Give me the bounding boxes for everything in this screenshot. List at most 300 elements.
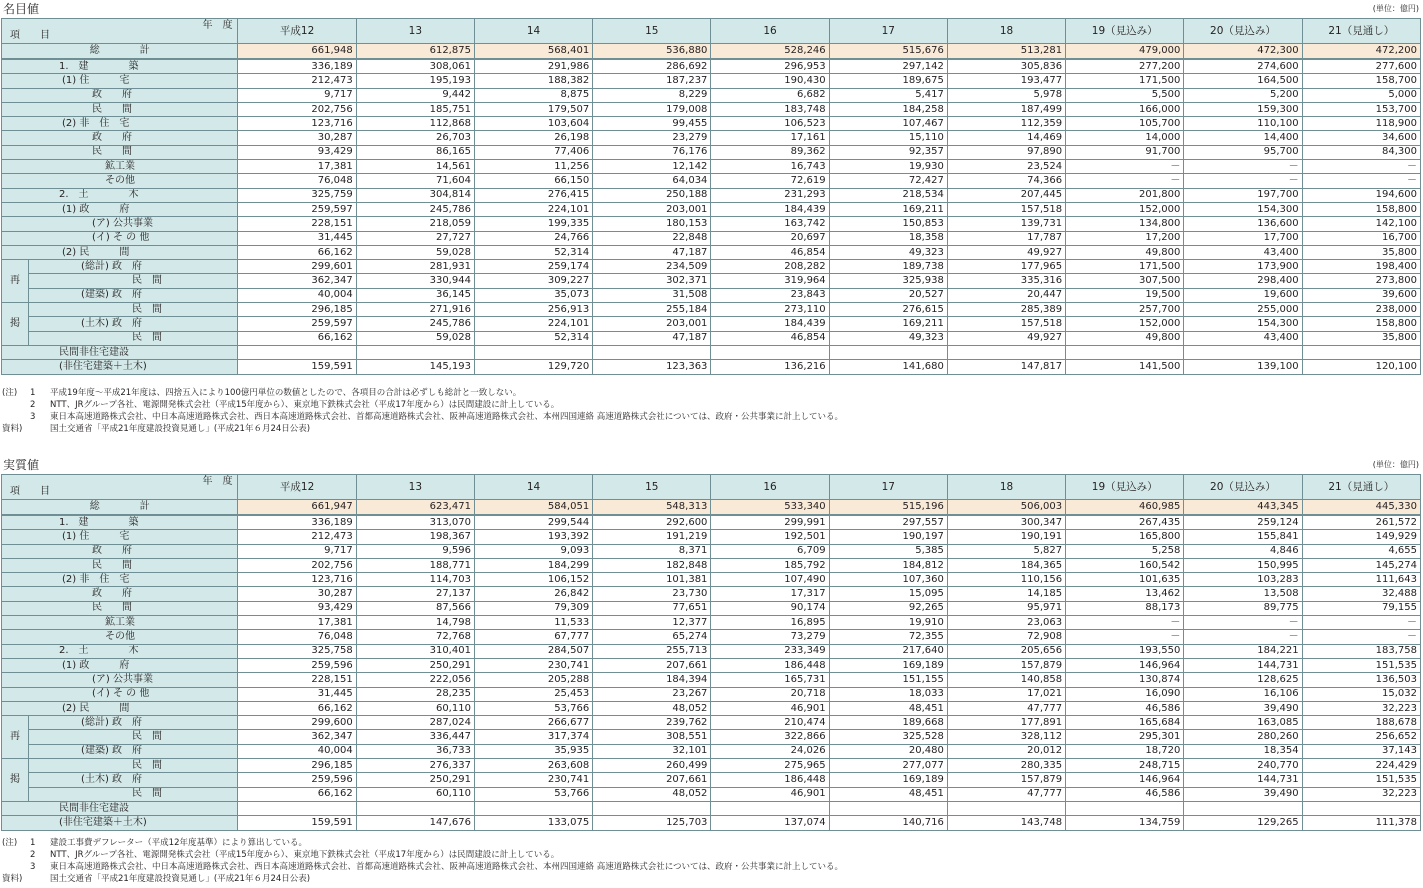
cell-value: 129,265	[1184, 816, 1302, 830]
cell-value: 14,000	[1066, 131, 1184, 145]
cell-value: 224,429	[1302, 759, 1420, 773]
table-row	[2, 644, 1421, 658]
header-row	[2, 19, 1421, 44]
cell-value: 47,777	[947, 787, 1065, 801]
cell-value: 187,499	[947, 102, 1065, 116]
cell-value: 158,700	[1302, 74, 1420, 88]
cell-value: 17,381	[238, 160, 356, 174]
table-row	[2, 131, 1421, 145]
table-row	[2, 117, 1421, 131]
cell-value: 93,429	[238, 145, 356, 159]
cell-value: 184,812	[829, 558, 947, 572]
cell-value: 20,447	[947, 288, 1065, 302]
note-prefix: 資料)	[2, 424, 23, 434]
year-header: 21（見通し）	[1302, 475, 1420, 500]
cell-value: 46,901	[711, 701, 829, 715]
cell-value: 11,533	[474, 616, 592, 630]
cell-value: 228,151	[238, 673, 356, 687]
table-row	[2, 558, 1421, 572]
notes	[2, 387, 843, 435]
year-header: 21（見通し）	[1302, 19, 1420, 44]
table-row	[2, 231, 1421, 245]
cell-value: 59,028	[356, 245, 474, 259]
cell-value: 52,314	[474, 245, 592, 259]
year-header: 18	[947, 19, 1065, 44]
cell-value	[1066, 801, 1184, 815]
row-label: (2) 民 間	[2, 245, 238, 259]
cell-value: 5,978	[947, 88, 1065, 102]
cell-value: 17,317	[711, 587, 829, 601]
cell-value: 53,766	[474, 701, 592, 715]
cell-value	[1302, 345, 1420, 359]
cell-value: 23,267	[593, 687, 711, 701]
cell-value: 22,848	[593, 231, 711, 245]
cell-value: 5,258	[1066, 544, 1184, 558]
cell-value: 184,365	[947, 558, 1065, 572]
cell-value: 612,875	[356, 44, 474, 60]
cell-value: 305,836	[947, 59, 1065, 74]
cell-value: 267,435	[1066, 515, 1184, 530]
cell-value: 183,748	[711, 102, 829, 116]
cell-value: 16,090	[1066, 687, 1184, 701]
cell-value: 515,196	[829, 500, 947, 516]
cell-value: －	[1302, 160, 1420, 174]
cell-value: 212,473	[238, 530, 356, 544]
cell-value: 506,003	[947, 500, 1065, 516]
cell-value: 103,283	[1184, 573, 1302, 587]
cell-value: 180,153	[593, 217, 711, 231]
row-label: 1. 建 築	[2, 59, 238, 74]
row-label: 民 間	[2, 145, 238, 159]
cell-value: 46,854	[711, 331, 829, 345]
row-label: その他	[2, 630, 238, 644]
row-label: (イ) そ の 他	[2, 687, 238, 701]
cell-value: 198,400	[1302, 260, 1420, 274]
cell-value: 336,189	[238, 515, 356, 530]
cell-value: －	[1066, 616, 1184, 630]
cell-value: 5,200	[1184, 88, 1302, 102]
cell-value: 189,675	[829, 74, 947, 88]
note-prefix: 資料)	[2, 874, 23, 884]
row-label: 政 府	[2, 587, 238, 601]
year-header: 18	[947, 475, 1065, 500]
cell-value: 313,070	[356, 515, 474, 530]
row-label: (1) 住 宅	[2, 74, 238, 88]
cell-value: 107,490	[711, 573, 829, 587]
cell-value: 145,193	[356, 360, 474, 374]
cell-value: 183,758	[1302, 644, 1420, 658]
cell-value: 277,077	[829, 759, 947, 773]
cell-value: 273,800	[1302, 274, 1420, 288]
cell-value: 234,509	[593, 260, 711, 274]
header-row	[2, 475, 1421, 500]
cell-value: 15,095	[829, 587, 947, 601]
cell-value: 145,274	[1302, 558, 1420, 572]
row-label: 民 間	[29, 759, 238, 773]
note-number: 1	[30, 838, 36, 848]
cell-value: 64,034	[593, 174, 711, 188]
cell-value: 159,591	[238, 816, 356, 830]
cell-value: 177,891	[947, 716, 1065, 730]
cell-value: 27,727	[356, 231, 474, 245]
cell-value: 106,523	[711, 117, 829, 131]
table-row	[2, 188, 1421, 202]
cell-value: 153,700	[1302, 102, 1420, 116]
cell-value: －	[1302, 616, 1420, 630]
cell-value: 623,471	[356, 500, 474, 516]
cell-value: 528,246	[711, 44, 829, 60]
cell-value: 46,901	[711, 787, 829, 801]
cell-value: 286,692	[593, 59, 711, 74]
cell-value: 36,145	[356, 288, 474, 302]
cell-value: 32,488	[1302, 587, 1420, 601]
cell-value: 31,508	[593, 288, 711, 302]
cell-value: 147,817	[947, 360, 1065, 374]
row-label: 民 間	[29, 274, 238, 288]
cell-value: 17,381	[238, 616, 356, 630]
cell-value: 49,323	[829, 245, 947, 259]
table-row	[2, 288, 1421, 302]
cell-value: 17,700	[1184, 231, 1302, 245]
cell-value: 47,187	[593, 245, 711, 259]
cell-value: 280,260	[1184, 730, 1302, 744]
cell-value: 266,677	[474, 716, 592, 730]
cell-value: 31,445	[238, 687, 356, 701]
table-row	[2, 59, 1421, 74]
cell-value: 27,137	[356, 587, 474, 601]
cell-value: 297,142	[829, 59, 947, 74]
cell-value: 184,439	[711, 202, 829, 216]
note-number: 2	[30, 400, 36, 410]
cell-value	[947, 345, 1065, 359]
cell-value	[829, 801, 947, 815]
cell-value: 13,462	[1066, 587, 1184, 601]
cell-value: 240,770	[1184, 759, 1302, 773]
note-text: NTT、JRグループ各社、電源開発株式会社（平成15年度から）、東京地下鉄株式会社（平成17年度から）は民間建設に計上している。	[50, 400, 560, 410]
table-row	[2, 145, 1421, 159]
note-prefix: (注)	[2, 388, 18, 398]
cell-value: 157,879	[947, 658, 1065, 672]
cell-value: 53,766	[474, 787, 592, 801]
cell-value: 276,615	[829, 303, 947, 317]
table-row	[2, 317, 1421, 331]
cell-value: 203,001	[593, 317, 711, 331]
cell-value: 661,947	[238, 500, 356, 516]
row-label: 民 間	[2, 558, 238, 572]
cell-value: 60,110	[356, 787, 474, 801]
row-label: 鉱工業	[2, 160, 238, 174]
table-row	[2, 360, 1421, 374]
cell-value: 48,451	[829, 701, 947, 715]
cell-value: 584,051	[474, 500, 592, 516]
note-line	[2, 861, 843, 873]
cell-value: 263,608	[474, 759, 592, 773]
cell-value: 207,445	[947, 188, 1065, 202]
cell-value: 140,716	[829, 816, 947, 830]
cell-value: 302,371	[593, 274, 711, 288]
cell-value: 276,337	[356, 759, 474, 773]
corner-item-label: 項 目	[10, 30, 50, 41]
table-row	[2, 616, 1421, 630]
saikei-label: 再	[2, 716, 29, 759]
row-label: 民 間	[2, 601, 238, 615]
cell-value: 14,185	[947, 587, 1065, 601]
cell-value: 256,652	[1302, 730, 1420, 744]
cell-value: 250,291	[356, 658, 474, 672]
cell-value: 292,600	[593, 515, 711, 530]
table-row	[2, 716, 1421, 730]
cell-value: 16,700	[1302, 231, 1420, 245]
cell-value: 515,676	[829, 44, 947, 60]
cell-value: 212,473	[238, 74, 356, 88]
cell-value: 260,499	[593, 759, 711, 773]
cell-value: 171,500	[1066, 74, 1184, 88]
cell-value: 20,480	[829, 744, 947, 758]
cell-value: －	[1066, 174, 1184, 188]
cell-value: 198,367	[356, 530, 474, 544]
cell-value: 26,703	[356, 131, 474, 145]
table-row	[2, 630, 1421, 644]
row-label: 2. 土 木	[2, 188, 238, 202]
cell-value: 186,448	[711, 658, 829, 672]
total-row	[2, 500, 1421, 516]
cell-value: 128,625	[1184, 673, 1302, 687]
cell-value: 259,596	[238, 773, 356, 787]
row-label: (建築) 政 府	[29, 288, 238, 302]
cell-value: 37,143	[1302, 744, 1420, 758]
cell-value	[238, 801, 356, 815]
cell-value: 322,866	[711, 730, 829, 744]
cell-value: 281,931	[356, 260, 474, 274]
cell-value: 299,601	[238, 260, 356, 274]
cell-value: 336,447	[356, 730, 474, 744]
cell-value: 129,720	[474, 360, 592, 374]
cell-value: 26,842	[474, 587, 592, 601]
table-row	[2, 74, 1421, 88]
cell-value: 179,507	[474, 102, 592, 116]
note-line	[2, 423, 843, 435]
cell-value: 256,913	[474, 303, 592, 317]
cell-value: 111,378	[1302, 816, 1420, 830]
cell-value: 35,800	[1302, 331, 1420, 345]
table-row	[2, 245, 1421, 259]
cell-value: 118,900	[1302, 117, 1420, 131]
cell-value: 47,777	[947, 701, 1065, 715]
cell-value: 77,651	[593, 601, 711, 615]
table-row	[2, 687, 1421, 701]
cell-value: 189,668	[829, 716, 947, 730]
cell-value	[356, 345, 474, 359]
cell-value: 107,360	[829, 573, 947, 587]
cell-value: 5,827	[947, 544, 1065, 558]
cell-value: 146,964	[1066, 658, 1184, 672]
cell-value: 171,500	[1066, 260, 1184, 274]
row-label: (建築) 政 府	[29, 744, 238, 758]
year-header: 15	[593, 19, 711, 44]
cell-value: 12,377	[593, 616, 711, 630]
cell-value: 319,964	[711, 274, 829, 288]
cell-value: 280,335	[947, 759, 1065, 773]
year-header: 13	[356, 475, 474, 500]
cell-value: －	[1184, 630, 1302, 644]
row-label: 民 間	[29, 303, 238, 317]
cell-value: 157,518	[947, 317, 1065, 331]
cell-value: 147,676	[356, 816, 474, 830]
cell-value: 188,678	[1302, 716, 1420, 730]
cell-value: 110,100	[1184, 117, 1302, 131]
cell-value: 287,024	[356, 716, 474, 730]
cell-value: 14,798	[356, 616, 474, 630]
cell-value: 19,500	[1066, 288, 1184, 302]
cell-value: 259,596	[238, 658, 356, 672]
cell-value: 158,800	[1302, 202, 1420, 216]
cell-value: 296,185	[238, 303, 356, 317]
cell-value: 179,008	[593, 102, 711, 116]
cell-value: 4,846	[1184, 544, 1302, 558]
row-label: 政 府	[2, 131, 238, 145]
cell-value: 97,890	[947, 145, 1065, 159]
cell-value: 90,174	[711, 601, 829, 615]
cell-value: 48,052	[593, 701, 711, 715]
row-label: 民間非住宅建設	[2, 345, 238, 359]
cell-value: 230,741	[474, 773, 592, 787]
cell-value: 274,600	[1184, 59, 1302, 74]
cell-value: 188,382	[474, 74, 592, 88]
cell-value	[474, 345, 592, 359]
row-label: 民間非住宅建設	[2, 801, 238, 815]
cell-value: 6,682	[711, 88, 829, 102]
row-label: (イ) そ の 他	[2, 231, 238, 245]
cell-value: 163,742	[711, 217, 829, 231]
year-header: 17	[829, 475, 947, 500]
cell-value: 17,021	[947, 687, 1065, 701]
cell-value: 298,400	[1184, 274, 1302, 288]
cell-value: 35,800	[1302, 245, 1420, 259]
cell-value: 160,542	[1066, 558, 1184, 572]
cell-value: 169,211	[829, 202, 947, 216]
cell-value: 177,965	[947, 260, 1065, 274]
cell-value: 185,792	[711, 558, 829, 572]
corner-year-label: 年 度	[202, 476, 233, 487]
note-line	[2, 873, 843, 885]
cell-value: 24,026	[711, 744, 829, 758]
year-header: 17	[829, 19, 947, 44]
cell-value: 472,200	[1302, 44, 1420, 60]
note-number: 2	[30, 850, 36, 860]
cell-value: 193,477	[947, 74, 1065, 88]
cell-value: 328,112	[947, 730, 1065, 744]
cell-value: 19,600	[1184, 288, 1302, 302]
cell-value: 152,000	[1066, 317, 1184, 331]
cell-value: 202,756	[238, 102, 356, 116]
cell-value: 130,874	[1066, 673, 1184, 687]
year-header: 平成12	[238, 19, 356, 44]
year-header: 19（見込み）	[1066, 475, 1184, 500]
cell-value: 184,439	[711, 317, 829, 331]
cell-value: 46,854	[711, 245, 829, 259]
year-header: 14	[474, 475, 592, 500]
cell-value: 304,814	[356, 188, 474, 202]
cell-value: 154,300	[1184, 317, 1302, 331]
row-label: (非住宅建築＋土木)	[2, 816, 238, 830]
cell-value: 77,406	[474, 145, 592, 159]
cell-value: 275,965	[711, 759, 829, 773]
nominal-section	[0, 0, 1423, 440]
cell-value: 39,490	[1184, 701, 1302, 715]
cell-value: 169,211	[829, 317, 947, 331]
cell-value: 222,056	[356, 673, 474, 687]
section-title: 実質値	[3, 458, 40, 472]
cell-value: 186,448	[711, 773, 829, 787]
cell-value: 137,074	[711, 816, 829, 830]
real-section	[0, 456, 1423, 888]
cell-value: 299,600	[238, 716, 356, 730]
year-header: 19（見込み）	[1066, 19, 1184, 44]
table-row	[2, 331, 1421, 345]
cell-value: 103,604	[474, 117, 592, 131]
cell-value: 210,474	[711, 716, 829, 730]
cell-value: 136,503	[1302, 673, 1420, 687]
cell-value: 72,619	[711, 174, 829, 188]
row-label: (非住宅建築＋土木)	[2, 360, 238, 374]
cell-value: 74,366	[947, 174, 1065, 188]
cell-value: 217,640	[829, 644, 947, 658]
row-label: (2) 民 間	[2, 701, 238, 715]
cell-value	[711, 801, 829, 815]
cell-value: 48,052	[593, 787, 711, 801]
cell-value: 35,073	[474, 288, 592, 302]
table-row	[2, 601, 1421, 615]
cell-value: 169,189	[829, 658, 947, 672]
cell-value: 308,551	[593, 730, 711, 744]
cell-value: 32,223	[1302, 787, 1420, 801]
cell-value: 36,733	[356, 744, 474, 758]
cell-value	[593, 801, 711, 815]
cell-value: 20,527	[829, 288, 947, 302]
cell-value: 250,188	[593, 188, 711, 202]
cell-value: －	[1302, 174, 1420, 188]
cell-value: 101,381	[593, 573, 711, 587]
note-text: 東日本高速道路株式会社、中日本高速道路株式会社、西日本高速道路株式会社、首都高速道路株式会社、阪神高速道路株式会社、本州四国連絡 高速道路株式会社については、政府・公共事業に計上している。	[50, 412, 844, 422]
cell-value: 255,000	[1184, 303, 1302, 317]
cell-value: 152,000	[1066, 202, 1184, 216]
cell-value: 95,971	[947, 601, 1065, 615]
row-label: 民 間	[29, 730, 238, 744]
cell-value: 248,715	[1066, 759, 1184, 773]
cell-value: 91,700	[1066, 145, 1184, 159]
cell-value: 72,427	[829, 174, 947, 188]
cell-value: 205,656	[947, 644, 1065, 658]
cell-value: 144,731	[1184, 658, 1302, 672]
cell-value: 150,853	[829, 217, 947, 231]
cell-value: 208,282	[711, 260, 829, 274]
cell-value: 15,110	[829, 131, 947, 145]
cell-value: 95,700	[1184, 145, 1302, 159]
cell-value: 460,985	[1066, 500, 1184, 516]
cell-value: －	[1302, 630, 1420, 644]
cell-value: 218,534	[829, 188, 947, 202]
cell-value: 39,600	[1302, 288, 1420, 302]
cell-value: 49,927	[947, 245, 1065, 259]
row-label: 総 計	[2, 500, 238, 516]
cell-value: 325,938	[829, 274, 947, 288]
year-header: 20（見込み）	[1184, 19, 1302, 44]
cell-value: 66,150	[474, 174, 592, 188]
cell-value: 43,400	[1184, 331, 1302, 345]
cell-value: 231,293	[711, 188, 829, 202]
cell-value: 52,314	[474, 331, 592, 345]
cell-value: 297,557	[829, 515, 947, 530]
